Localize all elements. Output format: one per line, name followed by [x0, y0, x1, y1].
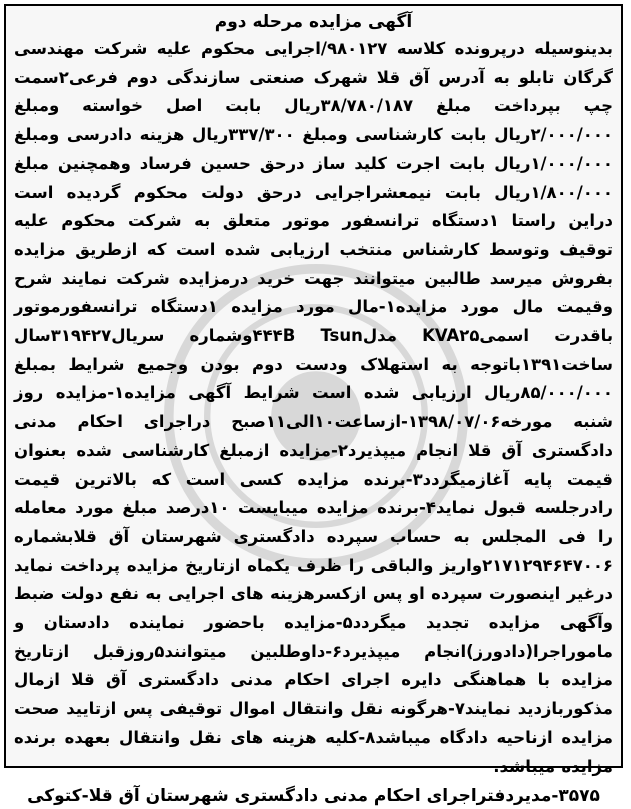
notice-title: آگهی مزایده مرحله دوم	[214, 12, 413, 32]
notice-body: بدینوسیله درپرونده کلاسه ۹۸۰۱۲۷/اجرایی محکوم علیه شرکت مهندسی گرگان تابلو به آدرس آق قلا شهرک صنعتی سازندگی دوم فرعی۲سمت چپ بپرداخت مبلغ ۳۸/۷۸۰/۱۸۷ریال بابت اصل خواسته ومبلغ ۲/۰۰۰/۰۰۰ریال بابت کارشناسی ومبلغ ۳۳۷/۳۰۰ریال هزینه دادرسی ومبلغ ۱/۰۰۰/۰۰۰ریال بابت اجرت کلید ساز درحق حسین فرساد وهمچنین مبلغ ۱/۸۰۰/۰۰۰ریال بابت نیمعشراجرایی درحق دولت محکوم گردیده است دراین راستا ۱دستگاه ترانسفور موتور متعلق به شرکت محکوم علیه توقیف وتوسط کارشناس منتخب ارزیابی شده است که ازطریق مزایده بفروش میرسد طالبین میتوانند جهت خرید درمزایده شرکت نمایند شرح وقیمت مال مورد مزایده۱-مال مورد مزایده ۱دستگاه ترانسفورموتور باقدرت اسمیKVA۲۵ مدل۴۴۴B Tsunوشماره سریال۳۱۹۴۲۷سال ساخت۱۳۹۱باتوجه به استهلاک ودست دوم بودن وجمیع شرایط بمبلغ ۸۵/۰۰۰/۰۰۰ریال ارزیابی شده است شرایط آگهی مزایده۱-مزایده روز شنبه مورخه۱۳۹۸/۰۷/۰۶-ازساعت۱۰الی۱۱صبح دراجرای احکام مدنی دادگستری آق قلا انجام میپذیرد۲-مزایده ازمبلغ کارشناسی شده بعنوان قیمت پایه آغازمیگردد۳-برنده مزایده کسی است که بالاترین قیمت رادرجلسه قبول نماید۴-برنده مزایده میبایست ۱۰درصد مبلغ مورد معامله را فی المجلس به حساب سپرده دادگستری شهرستان آق قلابشماره ۲۱۷۱۲۹۴۶۴۷۰۰۶واریز والباقی را ظرف یکماه ازتاریخ مزایده پرداخت نماید درغیر اینصورت سپرده او پس ازکسرهزینه های اجرایی به نفع دولت ضبط وآگهی مزایده تجدید میگردد۵-مزایده باحضور نماینده دادستان و ماموراجرا(دادورز)انجام میپذیرد۶-داوطلبین میتوانند۵روزقبل ازتاریخ مزایده با هماهنگی دایره اجرای احکام مدنی دادگستری آق قلا ازمال مذکوربازدید نمایند۷-هرگونه نقل وانتقال اموال توقیفی پس ازتایید صحت مزایده ازناحیه دادگاه میباشد۸-کلیه هزینه های نقل وانتقال بعهده برنده مزایده میباشد.	[14, 39, 614, 776]
auction-notice	[4, 4, 623, 807]
notice-footer-signature: ۳۵۷۵-مدیردفتراجرای احکام مدنی دادگستری شهرستان آق قلا-کتوکی	[27, 786, 600, 807]
